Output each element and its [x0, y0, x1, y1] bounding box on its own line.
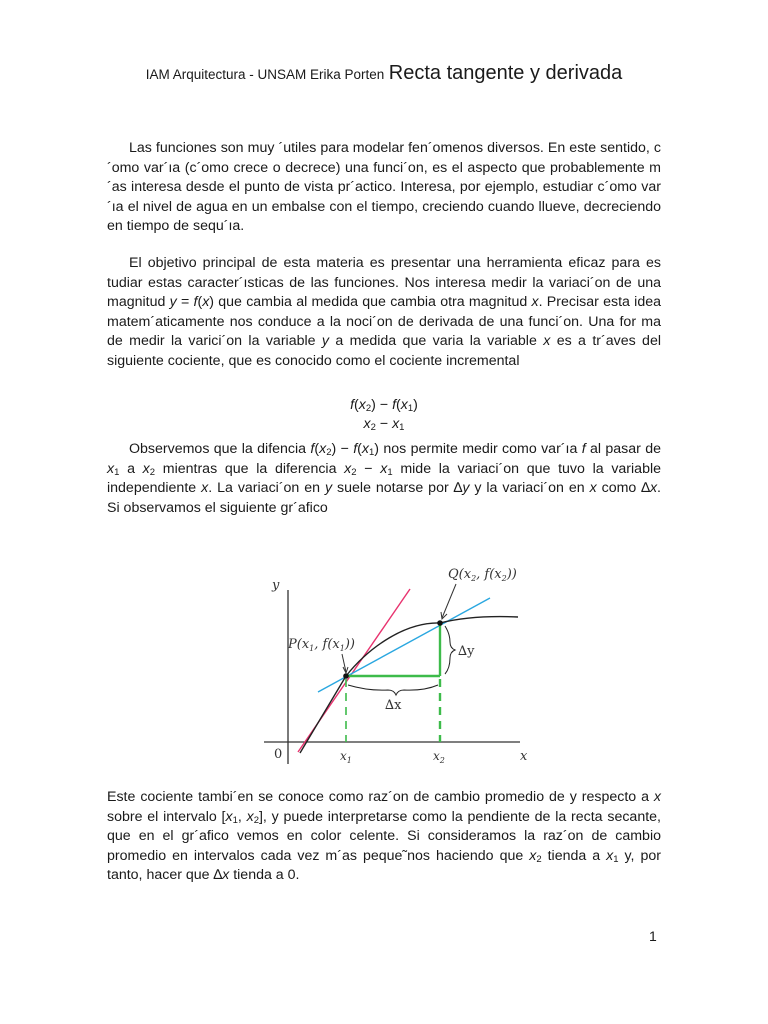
formula-denominator: $x_2 - x_1$ [363, 416, 405, 433]
q-label-arrow [442, 584, 456, 618]
paragraph-objective: El objetivo principal de esta materia es presentar una herramienta eficaz para es tudiar estas caracter´ısticas de las funciones. Nos interesa medir la variaci´on de una magnitud y = f(x) que cambia al medida que cambia otra magnitud x. Precisar esta idea matem´aticamente nos conduce a la noci´on de derivada de una funci´on. Una for ma de medir la varici´on la variable y a medida que varia la variable x es a tr´aves del siguiente cociente, que es conocido como el cociente incremental [107, 255, 661, 369]
tick-x1-label: $x_1$ [340, 749, 352, 765]
x-axis-label: x [520, 749, 528, 764]
point-q-label: $Q(x_2$, $f(x_2)$) [448, 567, 517, 583]
header-institution: IAM Arquitectura - UNSAM Erika Porten [145, 67, 385, 82]
y-axis-label: y [272, 578, 280, 593]
delta-y-label: ∆y [458, 644, 475, 659]
formula-numerator: $f(x_2) - f(x_1)$ [350, 397, 418, 414]
point-q [437, 620, 443, 626]
point-p-label: $P(x_1$, $f(x_1)$) [288, 637, 355, 653]
paragraph-intro: Las funciones son muy ´utiles para modelar fen´omenos diversos. En este sentido, c´omo var´ıa (c´omo crece o decrece) una funci´on, es el aspecto que probablemente m´as interesa desde el punto de vista pr´actico. Interesa, por ejemplo, estudiar c´omo var´ıa el nivel de agua en un embalse con el tiempo, creciendo cuando llueve, decreciendo en tiempo de sequ´ıa. [107, 140, 661, 235]
header-title: Recta tangente y derivada [388, 62, 623, 84]
origin-label: 0 [274, 747, 283, 762]
paragraph-difference: Observemos que la difencia $f(x_2) - f(x_1)$ nos permite medir como var´ıa f al pasar de $x_1$ a $x_2$ mientras que la diferencia $x_2 - x_1$ mide la variaci´on que tuvo la variable independiente x. La variaci´on en y suele notarse por ∆y y la variaci´on en x como ∆x. Si observamos el siguiente gr´afico [107, 441, 662, 516]
delta-y-bracket [445, 626, 455, 674]
page-number: 1 [649, 928, 657, 944]
tick-x2-label: $x_2$ [433, 749, 445, 765]
paragraph-secant: Este cociente tambi´en se conoce como raz´on de cambio promedio de y respecto a x sobre el intervalo [$x_1$, $x_2$], y puede interpretarse como la pendiente de la recta secante, que en el gr´afico vemos en color celente. Si consideramos la raz´on de cambio promedio en intervalos cada vez m´as peque˜nos haciendo que $x_2$ tienda a $x_1$ y, por tanto, hacer que ∆x tienda a 0. [107, 789, 661, 884]
delta-x-bracket [348, 685, 438, 695]
delta-x-label: ∆x [385, 698, 402, 713]
page-header [0, 62, 768, 85]
secant-tangent-figure [258, 558, 540, 770]
